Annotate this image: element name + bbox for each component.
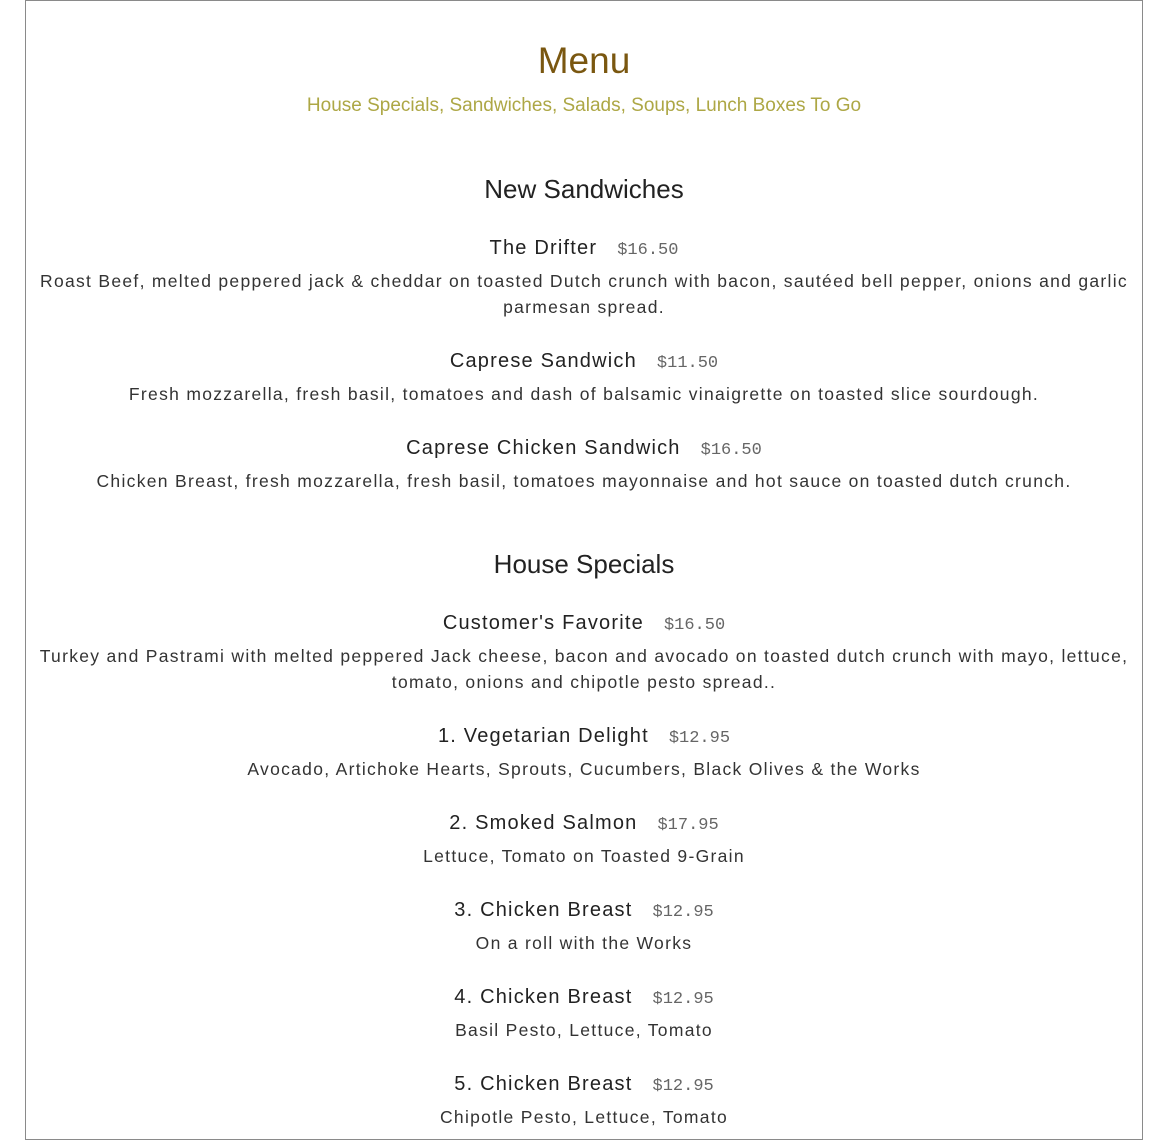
menu-item-name: 2. Smoked Salmon [449, 812, 638, 834]
menu-item-price: $16.50 [663, 616, 726, 635]
menu-item-description: Avocado, Artichoke Hearts, Sprouts, Cucumbers, Black Olives & the Works [247, 759, 921, 779]
menu-item [26, 897, 1142, 956]
menu-item-header [26, 610, 1142, 636]
menu-item-header [26, 235, 1142, 261]
menu-item-header [26, 897, 1142, 923]
menu-item-description: Roast Beef, melted peppered jack & cheddar on toasted Dutch crunch with bacon, sautéed bell pepper, onions and garlic parmesan spread. [40, 271, 1128, 317]
menu-item-description: On a roll with the Works [475, 933, 693, 953]
menu-item-header [26, 810, 1142, 836]
menu-item-name: 3. Chicken Breast [454, 899, 633, 921]
menu-item [26, 810, 1142, 869]
menu-item [26, 610, 1142, 695]
menu-title: Menu [537, 40, 631, 81]
menu-item-price: $12.95 [668, 729, 731, 748]
menu-item-name: 5. Chicken Breast [454, 1073, 633, 1095]
menu-item-name: Caprese Chicken Sandwich [406, 437, 681, 459]
menu-item-header [26, 1071, 1142, 1097]
menu-item-description: Chicken Breast, fresh mozzarella, fresh basil, tomatoes mayonnaise and hot sauce on toasted dutch crunch. [96, 471, 1072, 491]
menu-item-price: $12.95 [652, 990, 714, 1009]
menu-item [26, 435, 1142, 494]
section-heading-new-sandwiches: New Sandwiches [484, 174, 684, 204]
menu-item-description: Chipotle Pesto, Lettuce, Tomato [439, 1107, 729, 1127]
menu-item [26, 984, 1142, 1043]
menu-item [26, 723, 1142, 782]
menu-item-price: $11.50 [656, 354, 719, 373]
menu-item-price: $12.95 [652, 1077, 714, 1096]
menu-item-description: Basil Pesto, Lettuce, Tomato [455, 1020, 713, 1040]
menu-item-header [26, 984, 1142, 1010]
menu-item-name: Customer's Favorite [442, 612, 644, 634]
menu-item-price: $17.95 [657, 816, 719, 835]
menu-item-price: $12.95 [652, 903, 714, 922]
menu-item [26, 235, 1142, 320]
menu-item-name: The Drifter [489, 237, 598, 259]
menu-item-description: Fresh mozzarella, fresh basil, tomatoes and dash of balsamic vinaigrette on toasted slice sourdough. [128, 384, 1040, 404]
menu-page [25, 0, 1143, 1140]
menu-item-price: $16.50 [700, 441, 762, 460]
menu-item-name: Caprese Sandwich [449, 350, 637, 372]
menu-item-description: Turkey and Pastrami with melted peppered Jack cheese, bacon and avocado on toasted dutch crunch with mayo, lettuce, tomato, onions and chipotle pesto spread.. [39, 646, 1129, 692]
menu-item-name: 4. Chicken Breast [454, 986, 633, 1008]
menu-item [26, 1071, 1142, 1130]
menu-item-name: 1. Vegetarian Delight [437, 725, 649, 747]
menu-item-description: Lettuce, Tomato on Toasted 9-Grain [423, 846, 745, 866]
menu-item-header [26, 435, 1142, 461]
menu-subtitle: House Specials, Sandwiches, Salads, Soups, Lunch Boxes To Go [306, 95, 862, 116]
menu-item-price: $16.50 [617, 241, 679, 260]
section-heading-house-specials: House Specials [493, 549, 675, 579]
menu-item-header [26, 723, 1142, 749]
menu-item [26, 348, 1142, 407]
menu-item-header [26, 348, 1142, 374]
